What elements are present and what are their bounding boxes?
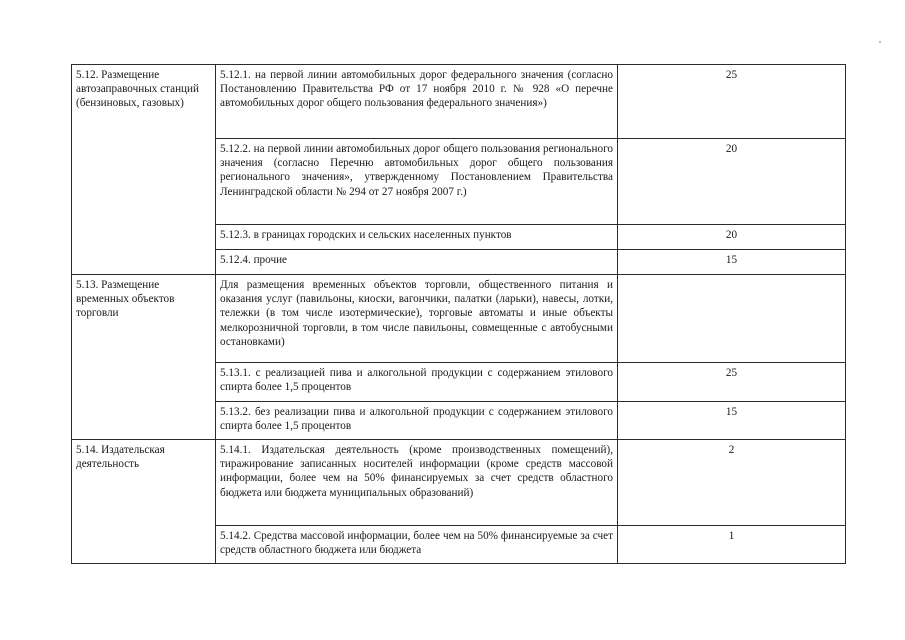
- description-cell: 5.14.1. Издательская деятельность (кроме производственных помещений), тиражирование записанных носителей информации (кроме средств массовой информации, более чем на 50% финансируемых за счет средств областного бюджета или бюджета муниципальных образований): [216, 440, 618, 526]
- description-cell: 5.12.3. в границах городских и сельских населенных пунктов: [216, 225, 618, 250]
- table-row: [72, 275, 846, 363]
- table-row: [72, 65, 846, 139]
- description-cell: 5.12.2. на первой линии автомобильных дорог общего пользования регионального значения (согласно Перечню автомобильных дорог общего пользования регионального значения», утвержденному Постановлением Правительства Ленинградской области № 294 от 27 ноября 2007 г.): [216, 139, 618, 225]
- rates-table: [71, 64, 846, 564]
- value-cell: [618, 275, 846, 363]
- value-cell: 25: [618, 363, 846, 402]
- table-row: [72, 440, 846, 526]
- value-cell: 20: [618, 225, 846, 250]
- value-cell: 25: [618, 65, 846, 139]
- value-cell: 15: [618, 402, 846, 440]
- category-cell: 5.13. Размещение временных объектов торговли: [72, 275, 216, 440]
- description-cell: 5.14.2. Средства массовой информации, более чем на 50% финансируемые за счет средств областного бюджета или бюджета: [216, 526, 618, 564]
- description-cell: 5.13.2. без реализации пива и алкогольной продукции с содержанием этилового спирта более 1,5 процентов: [216, 402, 618, 440]
- description-cell: 5.13.1. с реализацией пива и алкогольной продукции с содержанием этилового спирта более 1,5 процентов: [216, 363, 618, 402]
- value-cell: 1: [618, 526, 846, 564]
- description-cell: Для размещения временных объектов торговли, общественного питания и оказания услуг (павильоны, киоски, вагончики, палатки (ларьки), навесы, лотки, тележки (в том числе изотермические), торговые автоматы и иные объекты мелкорозничной торговли, в том числе павильоны, совмещенные с автобусными остановками): [216, 275, 618, 363]
- value-cell: 20: [618, 139, 846, 225]
- table-clip: [71, 64, 847, 580]
- scan-dot: [879, 41, 881, 43]
- description-cell: 5.12.1. на первой линии автомобильных дорог федерального значения (согласно Постановлению Правительства РФ от 17 ноября 2010 г. № 928 «О перечне автомобильных дорог общего пользования федерального значения»): [216, 65, 618, 139]
- value-cell: 2: [618, 440, 846, 526]
- value-cell: 15: [618, 250, 846, 275]
- category-cell: 5.14. Издательская деятельность: [72, 440, 216, 564]
- description-cell: 5.12.4. прочие: [216, 250, 618, 275]
- category-cell: 5.12. Размещение автозаправочных станций (бензиновых, газовых): [72, 65, 216, 275]
